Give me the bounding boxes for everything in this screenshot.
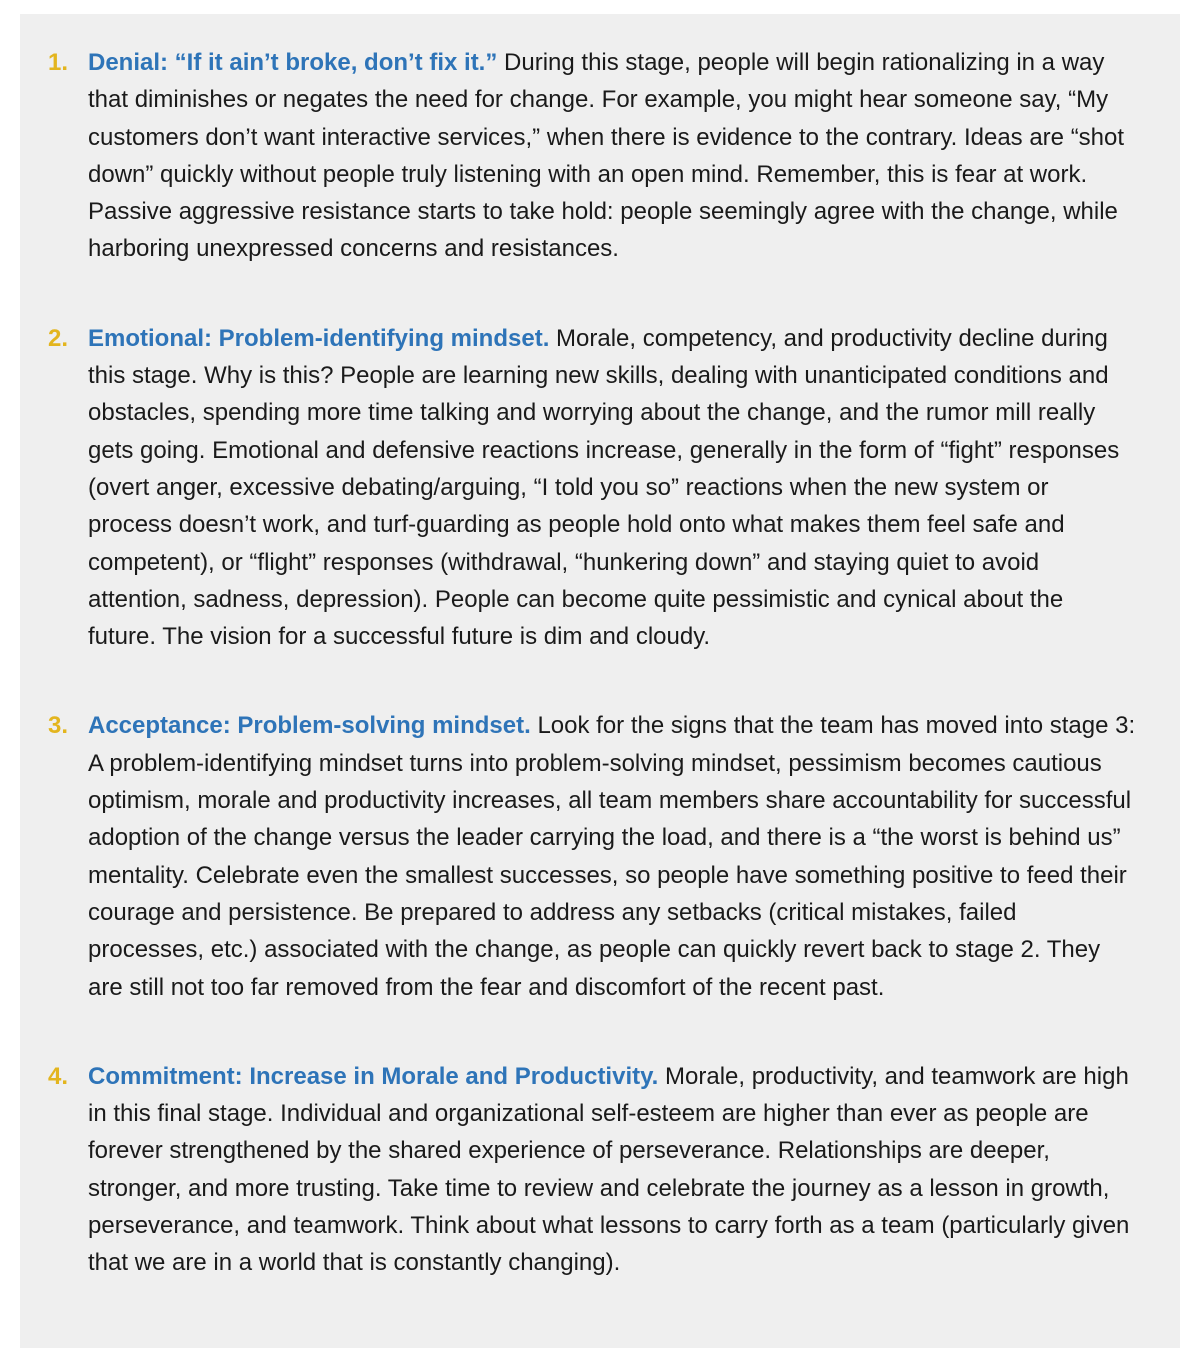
content-panel [20,14,1180,1348]
stage-text [88,707,1136,1005]
stage-text [88,320,1136,656]
stage-item-commitment [48,1058,1136,1282]
stage-heading: Commitment: Increase in Morale and Productivity. [88,1062,659,1090]
stage-body: During this stage, people will begin rationalizing in a way that diminishes or negates the need for change. For example, you might hear someone say, “My customers don’t want interactive services,” when there is evidence to the contrary. Ideas are “shot down” quickly without people truly listening with an open mind. Remember, this is fear at work. Passive aggressive resistance starts to take hold: people seemingly agree with the change, while harboring unexpressed concerns and resistances. [88,49,1125,263]
stage-item-emotional [48,320,1136,656]
stage-heading: Denial: “If it ain’t broke, don’t fix it.” [88,49,498,76]
stage-text [88,44,1136,268]
stage-number: 4. [48,1062,69,1090]
stage-body: Morale, competency, and productivity decline during this stage. Why is this? People are learning new skills, dealing with unanticipated conditions and obstacles, spending more time talking and worrying about the change, and the rumor mill really gets going. Emotional and defensive reactions increase, generally in the form of “fight” responses (overt anger, excessive debating/arguing, “I told you so” reactions when the new system or process doesn’t work, and turf-guarding as people hold onto what makes them feel safe and competent), or “flight” responses (withdrawal, “hunkering down” and staying quiet to avoid attention, sadness, depression). People can become quite pessimistic and cynical about the future. The vision for a successful future is dim and cloudy. [88,324,1120,651]
stage-text [88,1058,1136,1282]
stage-number: 2. [48,324,69,352]
stage-item-denial [48,44,1136,268]
stage-body: Look for the signs that the team has moved into stage 3: A problem-identifying mindset turns into problem-solving mindset, pessimism becomes cautious optimism, morale and productivity increases, all team members share accountability for successful adoption of the change versus the leader carrying the load, and there is a “the worst is behind us” mentality. Celebrate even the smallest successes, so people have something positive to feed their courage and persistence. Be prepared to address any setbacks (critical mistakes, failed processes, etc.) associated with the change, as people can quickly revert back to stage 2. They are still not too far removed from the fear and discomfort of the recent past. [88,712,1136,1001]
stage-number: 3. [48,712,69,740]
stage-heading: Acceptance: Problem-solving mindset. [88,712,531,740]
stage-body: Morale, productivity, and teamwork are high in this final stage. Individual and organizational self-esteem are higher than ever as people are forever strengthened by the shared experience of perseverance. Relationships are deeper, stronger, and more trusting. Take time to review and celebrate the journey as a lesson in growth, perseverance, and teamwork. Think about what lessons to carry forth as a team (particularly given that we are in a world that is constantly changing). [88,1062,1130,1277]
stage-number: 1. [48,49,69,76]
stage-heading: Emotional: Problem-identifying mindset. [88,324,550,352]
stage-item-acceptance [48,707,1136,1005]
